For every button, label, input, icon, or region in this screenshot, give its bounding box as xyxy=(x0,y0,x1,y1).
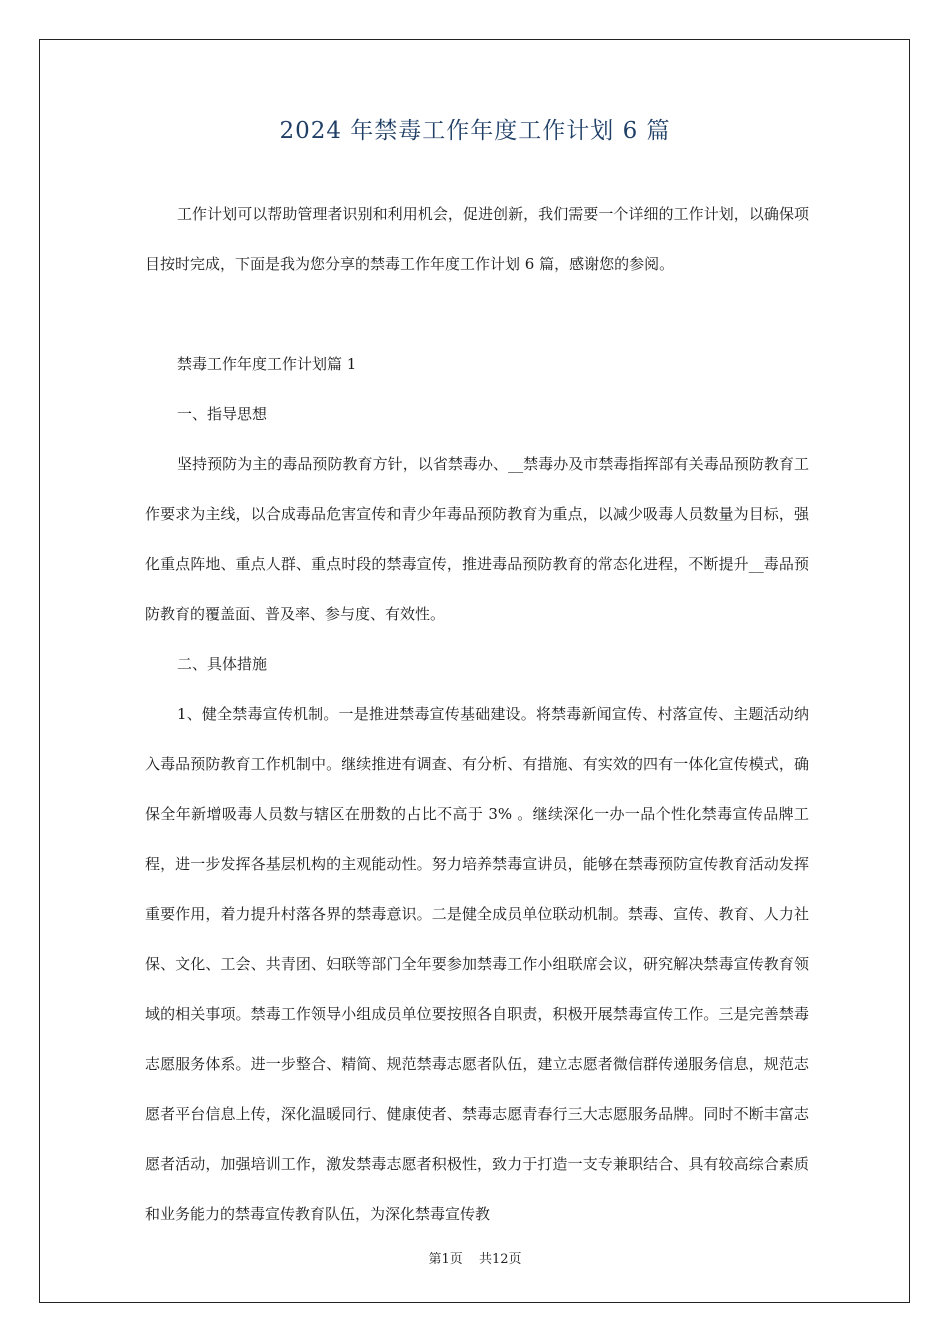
spacer xyxy=(145,289,809,339)
page-footer xyxy=(0,1248,950,1267)
paragraph-specific-measures: 1、健全禁毒宣传机制。一是推进禁毒宣传基础建设。将禁毒新闻宣传、村落宣传、主题活动纳入毒品预防教育工作机制中。继续推进有调查、有分析、有措施、有实效的四有一体化宣传模式，确保全年新增吸毒人员数与辖区在册数的占比不高于 3% 。继续深化一办一品个性化禁毒宣传品牌工程，进一步发挥各基层机构的主观能动性。努力培养禁毒宣讲员，能够在禁毒预防宣传教育活动发挥重要作用，着力提升村落各界的禁毒意识。二是健全成员单位联动机制。禁毒、宣传、教育、人力社保、文化、工会、共青团、妇联等部门全年要参加禁毒工作小组联席会议，研究解决禁毒宣传教育领域的相关事项。禁毒工作领导小组成员单位要按照各自职责，积极开展禁毒宣传工作。三是完善禁毒志愿服务体系。进一步整合、精简、规范禁毒志愿者队伍，建立志愿者微信群传递服务信息，规范志愿者平台信息上传，深化温暖同行、健康使者、禁毒志愿青春行三大志愿服务品牌。同时不断丰富志愿者活动，加强培训工作，激发禁毒志愿者积极性，致力于打造一支专兼职结合、具有较高综合素质和业务能力的禁毒宣传教育队伍，为深化禁毒宣传教 xyxy=(145,705,809,1223)
heading-guiding-ideology: 一、指导思想 xyxy=(177,405,268,423)
paragraph-guiding-ideology: 坚持预防为主的毒品预防教育方针，以省禁毒办、__禁毒办及市禁毒指挥部有关毒品预防教育工作要求为主线，以合成毒品危害宣传和青少年毒品预防教育为重点，以减少吸毒人员数量为目标，强化重点阵地、重点人群、重点时段的禁毒宣传，推进毒品预防教育的常态化进程，不断提升__毒品预防教育的覆盖面、普及率、参与度、有效性。 xyxy=(145,455,809,623)
page-number: 第1页 xyxy=(428,1252,463,1267)
intro-paragraph: 工作计划可以帮助管理者识别和利用机会，促进创新，我们需要一个详细的工作计划，以确保项目按时完成，下面是我为您分享的禁毒工作年度工作计划 6 篇，感谢您的参阅。 xyxy=(145,205,809,273)
page-total: 共12页 xyxy=(478,1252,522,1267)
document-title: 2024 年禁毒工作年度工作计划 6 篇 xyxy=(279,118,671,144)
document-body xyxy=(145,189,809,1239)
section-title: 禁毒工作年度工作计划篇 1 xyxy=(177,355,357,373)
heading-specific-measures: 二、具体措施 xyxy=(177,655,268,673)
